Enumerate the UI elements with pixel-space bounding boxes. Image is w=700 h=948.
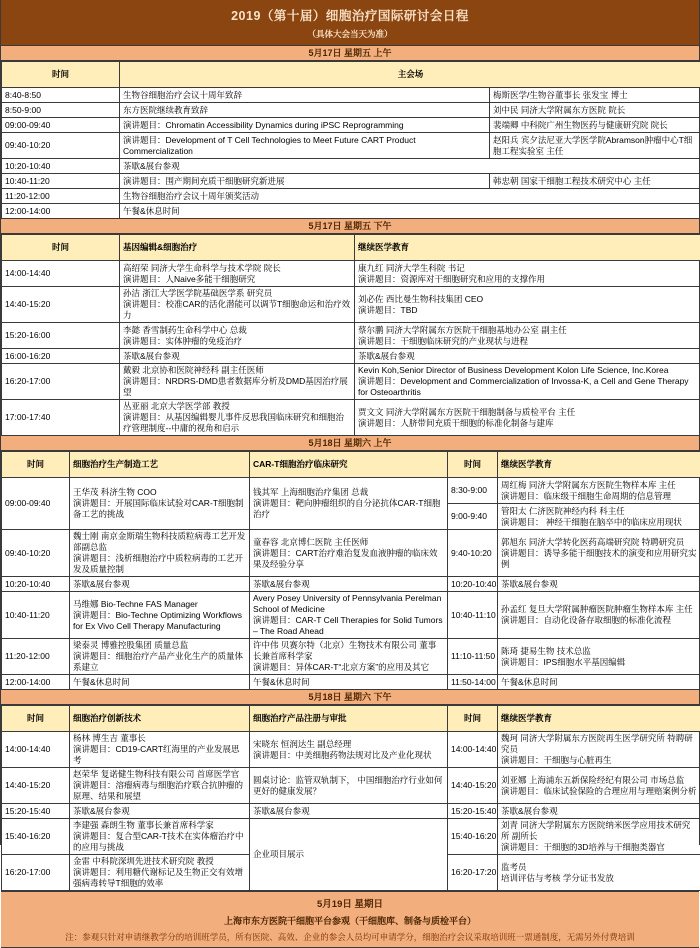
schedule-row xyxy=(2,103,700,118)
time-cell: 11:50-14:00 xyxy=(448,675,498,690)
speaker-cell xyxy=(70,855,250,891)
speaker-name: 康九红 同济大学生科院 书记 xyxy=(358,263,698,274)
speaker-cell: 韩忠朝 国家干细胞工程技术研究中心 主任 xyxy=(490,174,700,189)
talk-title: 演讲题目：资源库对干细胞研究和应用的支撑作用 xyxy=(358,274,698,285)
time-cell: 16:00-16:20 xyxy=(2,349,120,364)
schedule-row xyxy=(2,118,700,133)
footer-note: 注：参观只针对申请继教学分的培训班学员，所有医院、高效、企业的参会人员均可申请学分，细胞治疗会议采取培训班一票通制度，无需另外付费培训 xyxy=(9,931,691,943)
talk-title: 演讲题目：CART治疗难治复发血液肿瘤的临床效果及经验分享 xyxy=(253,548,444,570)
time-cell: 8:30-9:00 xyxy=(448,478,498,504)
break-cell: 茶歇&展台参观 xyxy=(70,577,250,592)
time-cell: 16:20-17:00 xyxy=(2,364,120,400)
time-cell: 11:10-11:50 xyxy=(448,639,498,675)
schedule-row xyxy=(2,261,700,287)
time-cell: 09:00-09:40 xyxy=(2,478,70,530)
talk-title: 演讲题目： 神经干细胞在脑卒中的临床应用现状 xyxy=(501,517,698,528)
time-header: 时间 xyxy=(2,235,120,261)
header-row xyxy=(2,452,700,478)
speaker-name: 钱其军 上海细胞治疗集团 总裁 xyxy=(253,487,444,498)
enterprise-demo-cell: 企业项目展示 xyxy=(250,819,448,891)
speaker-name: 郭旭东 同济大学转化医药高端研究院 特聘研究员 xyxy=(501,537,698,548)
speaker-name: 许中伟 贝赛尔特（北京）生物技术有限公司 董事长兼首席科学家 xyxy=(253,640,444,662)
time-cell: 10:40-11:20 xyxy=(2,174,120,189)
talk-title: 演讲题目：Development and Commercialization of Invossa-K, a Cell and Gene Therapy for Osteoarthritis xyxy=(358,376,698,398)
track-header-manufacturing: 细胞治疗生产制造工艺 xyxy=(70,452,250,478)
track-header-innovation: 细胞治疗创新技术 xyxy=(70,706,250,732)
speaker-cell: 梅斯医学/生物谷董事长 张发宝 博士 xyxy=(490,88,700,103)
speaker-cell xyxy=(70,530,250,577)
footer-date: 5月19日 星期日 xyxy=(9,896,691,910)
track-header-cme: 继续医学教育 xyxy=(498,706,700,732)
time-cell: 09:40-10:20 xyxy=(2,530,70,577)
talk-title: 演讲题目：CD19-CART红海里的产业发展思考 xyxy=(73,744,246,766)
lunch-row xyxy=(2,675,700,690)
speaker-name: 周红梅 同济大学附属东方医院生物样本库 主任 xyxy=(501,480,698,491)
speaker-cell xyxy=(120,287,355,323)
speaker-name: 高绍荣 同济大学生命科学与技术学院 院长 xyxy=(123,263,351,274)
time-cell: 16:20-17:00 xyxy=(2,855,70,891)
speaker-cell xyxy=(250,732,448,768)
time-cell: 15:40-16:20 xyxy=(448,819,498,855)
schedule-row xyxy=(2,174,700,189)
break-cell: 茶歇&展台参观 xyxy=(250,804,448,819)
topic-cell: 东方医院继续教育致辞 xyxy=(120,103,490,118)
footer-tour-info: 上海市东方医院干细胞平台参观（干细胞库、制备与质检平台） xyxy=(9,914,691,927)
track-header-cart-clinical: CAR-T细胞治疗临床研究 xyxy=(250,452,448,478)
lunch-cell: 午餐&休息时间 xyxy=(498,675,700,690)
speaker-cell xyxy=(70,592,250,639)
title-block xyxy=(1,0,699,46)
speaker-name: 贾文文 同济大学附属东方医院干细胞制备与质检平台 主任 xyxy=(358,407,698,418)
talk-title: 演讲题目：临床试验保险的合理应用与理赔案例分析 xyxy=(501,786,698,797)
talk-title: 演讲题目：复合型CAR-T技术在实体瘤治疗中的应用与挑战 xyxy=(73,831,246,853)
date-band-may18-pm: 5月18日 星期六 下午 xyxy=(1,690,699,705)
speaker-cell xyxy=(355,287,700,323)
talk-title: 演讲题目：人脐带间充质干细胞的标准化制备与建库 xyxy=(358,418,698,429)
speaker-cell xyxy=(250,530,448,577)
lunch-cell: 午餐&休息时间 xyxy=(120,204,700,219)
speaker-cell xyxy=(70,819,250,855)
time-cell: 8:40-8:50 xyxy=(2,88,120,103)
session-table-may17-am xyxy=(1,61,700,219)
time-cell: 10:20-10:40 xyxy=(2,159,120,174)
talk-title: 演讲题目：校准CAR的活化潜能可以调节T细胞命运和治疗效力 xyxy=(123,299,351,321)
schedule-row xyxy=(2,768,700,804)
speaker-name: 陈琦 捷易生物 技术总监 xyxy=(501,646,698,657)
talk-title: 演讲题目：IPS细胞水平基因编辑 xyxy=(501,657,698,668)
time-cell: 15:20-15:40 xyxy=(448,804,498,819)
speaker-cell xyxy=(70,478,250,530)
lunch-cell: 午餐&休息时间 xyxy=(250,675,448,690)
speaker-cell xyxy=(120,364,355,400)
speaker-cell xyxy=(355,323,700,349)
schedule-row xyxy=(2,592,700,639)
speaker-name: 孙洁 浙江大学医学院基础医学系 研究员 xyxy=(123,288,351,299)
schedule-row xyxy=(2,732,700,768)
talk-title: 演讲题目：浅析细胞治疗中质粒病毒的工艺开发及质量控制 xyxy=(73,553,246,575)
speaker-cell xyxy=(120,261,355,287)
conference-subtitle: （具体大会当天为准） xyxy=(5,28,695,40)
date-band-may17-pm: 5月17日 星期五 下午 xyxy=(1,219,699,234)
speaker-name: 童春容 北京博仁医院 主任医师 xyxy=(253,537,444,548)
time-cell: 11:20-12:00 xyxy=(2,189,120,204)
talk-title: 演讲题目：Bio-Techne Optimizing Workflows for Ex Vivo Cell Therapy Manufacturing xyxy=(73,610,246,632)
speaker-cell xyxy=(498,732,700,768)
speaker-name: 刘青 同济大学附属东方医院纳米医学应用技术研究所 副所长 xyxy=(501,820,698,842)
speaker-cell xyxy=(498,592,700,639)
speaker-name: 刘亚娜 上海浦东五新保险经纪有限公司 市场总监 xyxy=(501,775,698,786)
time-cell: 14:00-14:40 xyxy=(2,732,70,768)
time-cell: 12:00-14:00 xyxy=(2,675,70,690)
time-header: 时间 xyxy=(2,62,120,88)
lunch-row xyxy=(2,204,700,219)
award-row xyxy=(2,189,700,204)
break-cell: 茶歇&展台参观 xyxy=(120,159,700,174)
talk-title: 演讲题目：干细胞与心脏再生 xyxy=(501,755,698,766)
speaker-name: 魏士刚 南京金斯瑞生物科技质粒病毒工艺开发部副总监 xyxy=(73,531,246,553)
time-cell: 16:20-17:20 xyxy=(448,855,498,891)
schedule-row xyxy=(2,530,700,577)
time-cell: 10:20-10:40 xyxy=(2,577,70,592)
talk-title: 演讲题目：利用糖代谢标记及生物正交有效增强病毒转导T细胞的效率 xyxy=(73,867,246,889)
speaker-cell xyxy=(120,323,355,349)
talk-title: 演讲题目：临床级干细胞生命周期的信息管理 xyxy=(501,491,698,502)
header-row xyxy=(2,706,700,732)
speaker-cell xyxy=(498,530,700,577)
talk-title: 演讲题目：人Naive多能干细胞研究 xyxy=(123,274,351,285)
talk-title: 演讲题目：NRDRS-DMD患者数据库分析及DMD基因治疗展望 xyxy=(123,376,351,398)
talk-title: 演讲题目：自动化设备存取细胞的标准化流程 xyxy=(501,615,698,626)
speaker-name: 戴毅 北京协和医院神经科 副主任医师 xyxy=(123,365,351,376)
talk-title: 演讲题目：溶瘤病毒与细胞治疗联合抗肿瘤的原理、结果和展望 xyxy=(73,780,246,802)
schedule-row xyxy=(2,364,700,400)
time-cell: 11:20-12:00 xyxy=(2,639,70,675)
speaker-name: 金雷 中科院深圳先进技术研究院 教授 xyxy=(73,856,246,867)
schedule-row xyxy=(2,88,700,103)
speaker-cell xyxy=(70,768,250,804)
time-cell: 14:40-15:20 xyxy=(2,287,120,323)
time-cell: 14:40-15:20 xyxy=(2,768,70,804)
talk-title: 演讲题目：TBD xyxy=(358,305,698,316)
date-band-may18-am: 5月18日 星期六 上午 xyxy=(1,436,699,451)
speaker-name: 管阳太 仁济医院神经内科 科主任 xyxy=(501,506,698,517)
speaker-name: 蔡尔鹏 同济大学附属东方医院干细胞基地办公室 副主任 xyxy=(358,325,698,336)
event-cell: 生物谷细胞治疗会议十周年颁奖活动 xyxy=(120,189,700,204)
talk-title: 演讲题目：细胞治疗产品产业化生产的质量体系建立 xyxy=(73,651,246,673)
talk-title: 演讲题目：靶向肿瘤组织的自分泌抗体CAR-T细胞治疗 xyxy=(253,498,444,520)
break-row xyxy=(2,577,700,592)
speaker-name: Kevin Koh,Senior Director of Business Development Kolon Life Science, Inc.Korea xyxy=(358,365,698,376)
lunch-cell: 午餐&休息时间 xyxy=(70,675,250,690)
topic-cell: 生物谷细胞治疗会议十周年致辞 xyxy=(120,88,490,103)
session-table-may17-pm xyxy=(1,234,700,436)
break-row xyxy=(2,349,700,364)
speaker-name: 杨林 博生吉 董事长 xyxy=(73,733,246,744)
time-cell: 15:40-16:20 xyxy=(2,819,70,855)
schedule-row xyxy=(2,478,700,504)
speaker-cell xyxy=(120,400,355,436)
speaker-name: 李懿 香雪制药生命科学中心 总裁 xyxy=(123,325,351,336)
time-cell: 09:40-10:20 xyxy=(2,133,120,159)
time-header-2: 时间 xyxy=(448,452,498,478)
session-table-may18-pm xyxy=(1,705,700,891)
talk-title: 演讲题目：CAR-T Cell Therapies for Solid Tumors – The Road Ahead xyxy=(253,615,444,637)
topic-cell: 演讲题目：Development of T Cell Technologies to Meet Future CART Product Commercialization xyxy=(120,133,490,159)
talk-title: 演讲题目：从基因编辑婴儿事件反思我国临床研究和细胞治疗管理制度--中庸的视角和启示 xyxy=(123,412,351,434)
speaker-cell: 赵阳兵 宾夕法尼亚大学医学院Abramson肿瘤中心T细胞工程实验室 主任 xyxy=(490,133,700,159)
break-cell: 茶歇&展台参观 xyxy=(70,804,250,819)
speaker-cell xyxy=(498,478,700,504)
break-cell: 茶歇&展台参观 xyxy=(498,577,700,592)
track-header-registration: 细胞治疗产品注册与审批 xyxy=(250,706,448,732)
time-cell: 14:00-14:40 xyxy=(448,732,498,768)
speaker-cell xyxy=(250,478,448,530)
talk-title: 演讲题目：干细胞的3D培养与干细胞类器官 xyxy=(501,842,698,853)
speaker-cell xyxy=(498,819,700,855)
footer-notice xyxy=(1,891,699,948)
schedule-row xyxy=(2,133,700,159)
schedule-row xyxy=(2,400,700,436)
speaker-cell xyxy=(355,364,700,400)
talk-title: 演讲题目：中美细胞药物法规对比及产业化现状 xyxy=(253,750,444,761)
schedule-row xyxy=(2,639,700,675)
talk-title: 演讲题目：实体肿瘤的免疫治疗 xyxy=(123,336,351,347)
time-cell: 09:00-09:40 xyxy=(2,118,120,133)
time-header: 时间 xyxy=(2,706,70,732)
speaker-name: 刘必佐 西比曼生物科技集团 CEO xyxy=(358,294,698,305)
exam-note: 培训评估与考核 学分证书发放 xyxy=(501,873,698,884)
speaker-cell xyxy=(250,639,448,675)
break-cell: 茶歇&展台参观 xyxy=(120,349,355,364)
time-cell: 14:00-14:40 xyxy=(2,261,120,287)
header-row xyxy=(2,235,700,261)
main-venue-header: 主会场 xyxy=(120,62,700,88)
break-cell: 茶歇&展台参观 xyxy=(250,577,448,592)
speaker-cell xyxy=(70,732,250,768)
speaker-cell xyxy=(70,639,250,675)
schedule-row xyxy=(2,819,700,855)
speaker-cell: 裴端卿 中科院广州生物医药与健康研究院 院长 xyxy=(490,118,700,133)
time-cell: 10:40-11:20 xyxy=(2,592,70,639)
exam-cell xyxy=(498,855,700,891)
break-row xyxy=(2,159,700,174)
speaker-name: 李建强 森朗生物 董事长兼首席科学家 xyxy=(73,820,246,831)
topic-cell: 演讲题目：Chromatin Accessibility Dynamics during iPSC Reprogramming xyxy=(120,118,490,133)
speaker-cell xyxy=(355,261,700,287)
talk-title: 演讲题目：干细胞临床研究的产业现状与进程 xyxy=(358,336,698,347)
speaker-cell xyxy=(355,400,700,436)
break-cell: 茶歇&展台参观 xyxy=(355,349,700,364)
time-cell: 17:00-17:40 xyxy=(2,400,120,436)
time-cell: 15:20-15:40 xyxy=(2,804,70,819)
date-band-may17-am: 5月17日 星期五 上午 xyxy=(1,46,699,61)
speaker-name: Avery Posey University of Pennsylvania Perelman School of Medicine xyxy=(253,593,444,615)
time-cell: 12:00-14:00 xyxy=(2,204,120,219)
speaker-cell xyxy=(498,504,700,530)
speaker-cell xyxy=(498,639,700,675)
time-cell: 10:20-10:40 xyxy=(448,577,498,592)
speaker-cell: 刘中民 同济大学附属东方医院 院长 xyxy=(490,103,700,118)
time-cell: 14:40-15:20 xyxy=(448,768,498,804)
roundtable-cell: 圆桌讨论：监管双轨制下， 中国细胞治疗行业如何更好的健康发展？ xyxy=(250,768,448,804)
header-row xyxy=(2,62,700,88)
speaker-name: 孙孟红 复旦大学附属肿瘤医院肿瘤生物样本库 主任 xyxy=(501,604,698,615)
time-header: 时间 xyxy=(2,452,70,478)
proctor-label: 监考员 xyxy=(501,862,698,873)
schedule-row xyxy=(2,287,700,323)
speaker-name: 魏珂 同济大学附属东方医院再生医学研究所 特聘研究员 xyxy=(501,733,698,755)
speaker-cell xyxy=(250,592,448,639)
speaker-name: 赵荣华 复诺健生物科技有限公司 首席医学官 xyxy=(73,769,246,780)
speaker-cell xyxy=(498,768,700,804)
speaker-name: 马维娜 Bio-Techne FAS Manager xyxy=(73,599,246,610)
time-cell: 15:20-16:00 xyxy=(2,323,120,349)
conference-title: 2019（第十届）细胞治疗国际研讨会日程 xyxy=(5,6,695,24)
time-cell: 8:50-9:00 xyxy=(2,103,120,118)
track-header-gene-editing: 基因编辑&细胞治疗 xyxy=(120,235,355,261)
schedule-row xyxy=(2,323,700,349)
session-table-may18-am xyxy=(1,451,700,690)
track-header-cme: 继续医学教育 xyxy=(498,452,700,478)
time-cell: 10:40-11:10 xyxy=(448,592,498,639)
talk-title: 演讲题目：异体CAR-T“北京方案”的应用及其它 xyxy=(253,662,444,673)
time-cell: 9:40-10:20 xyxy=(448,530,498,577)
speaker-name: 丛亚丽 北京大学医学部 教授 xyxy=(123,401,351,412)
track-header-cme: 继续医学教育 xyxy=(355,235,700,261)
break-cell: 茶歇&展台参观 xyxy=(498,804,700,819)
talk-title: 演讲题目：开展国际临床试验对CAR-T细胞制备工艺的挑战 xyxy=(73,498,246,520)
speaker-name: 梁泰灵 博雅控股集团 质量总监 xyxy=(73,640,246,651)
topic-cell: 演讲题目：围产期间充质干细胞研究新进展 xyxy=(120,174,490,189)
speaker-name: 宋晓东 恒润达生 副总经理 xyxy=(253,739,444,750)
time-header-2: 时间 xyxy=(448,706,498,732)
speaker-name: 王华茂 科济生物 COO xyxy=(73,487,246,498)
talk-title: 演讲题目：诱导多能干细胞技术的演变和应用研究实例 xyxy=(501,548,698,570)
time-cell: 9:00-9:40 xyxy=(448,504,498,530)
break-row xyxy=(2,804,700,819)
